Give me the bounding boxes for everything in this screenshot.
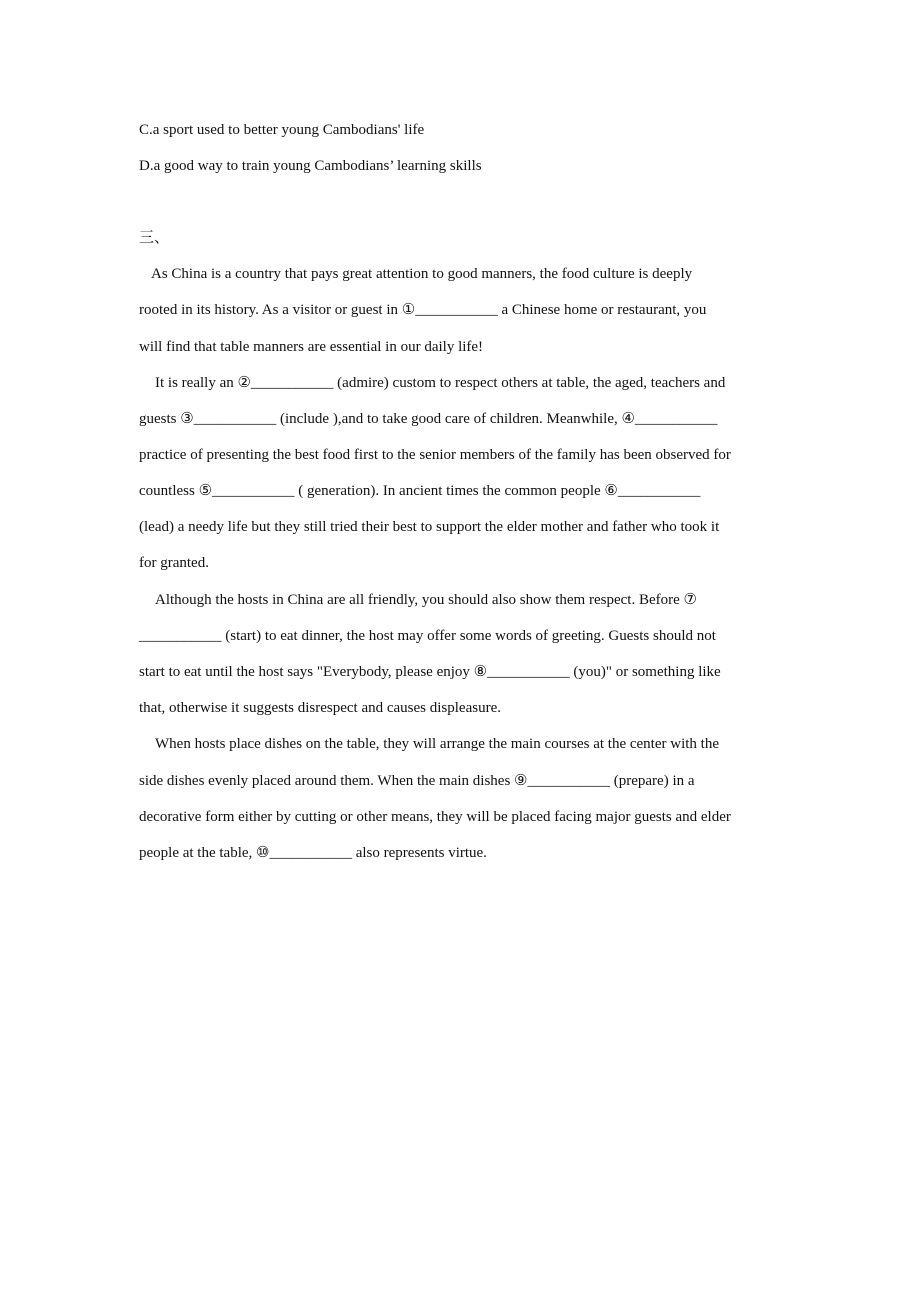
- passage-line: ___________ (start) to eat dinner, the host may offer some words of greeting. Guests should not: [139, 628, 716, 644]
- passage-line: (lead) a needy life but they still tried their best to support the elder mother and father who took it: [139, 519, 720, 535]
- passage-line: countless ⑤___________ ( generation). In ancient times the common people ⑥___________: [139, 483, 701, 499]
- passage-line: decorative form either by cutting or other means, they will be placed facing major guests and elder: [139, 809, 731, 825]
- passage-line: When hosts place dishes on the table, they will arrange the main courses at the center with the: [155, 736, 719, 752]
- passage-line: guests ③___________ (include ),and to take good care of children. Meanwhile, ④___________: [139, 411, 718, 427]
- passage-line: start to eat until the host says "Everybody, please enjoy ⑧___________ (you)" or something like: [139, 664, 721, 680]
- passage-line: practice of presenting the best food first to the senior members of the family has been observed for: [139, 447, 731, 463]
- passage-line: that, otherwise it suggests disrespect and causes displeasure.: [139, 700, 501, 716]
- passage-line: As China is a country that pays great attention to good manners, the food culture is deeply: [151, 266, 693, 282]
- passage-line: people at the table, ⑩___________ also represents virtue.: [139, 845, 487, 861]
- passage-line: Although the hosts in China are all friendly, you should also show them respect. Before ⑦: [155, 592, 697, 608]
- passage-line: for granted.: [139, 555, 209, 571]
- passage-line: will find that table manners are essential in our daily life!: [139, 339, 484, 355]
- section-heading: 三、: [139, 230, 170, 246]
- passage-line: side dishes evenly placed around them. When the main dishes ⑨___________ (prepare) in a: [139, 773, 695, 789]
- passage-line: It is really an ②___________ (admire) custom to respect others at table, the aged, teachers and: [155, 375, 726, 391]
- option-c: C.a sport used to better young Cambodians' life: [139, 122, 425, 138]
- option-d: D.a good way to train young Cambodians’ learning skills: [139, 158, 482, 174]
- passage-line: rooted in its history. As a visitor or guest in ①___________ a Chinese home or restaurant, you: [139, 302, 707, 318]
